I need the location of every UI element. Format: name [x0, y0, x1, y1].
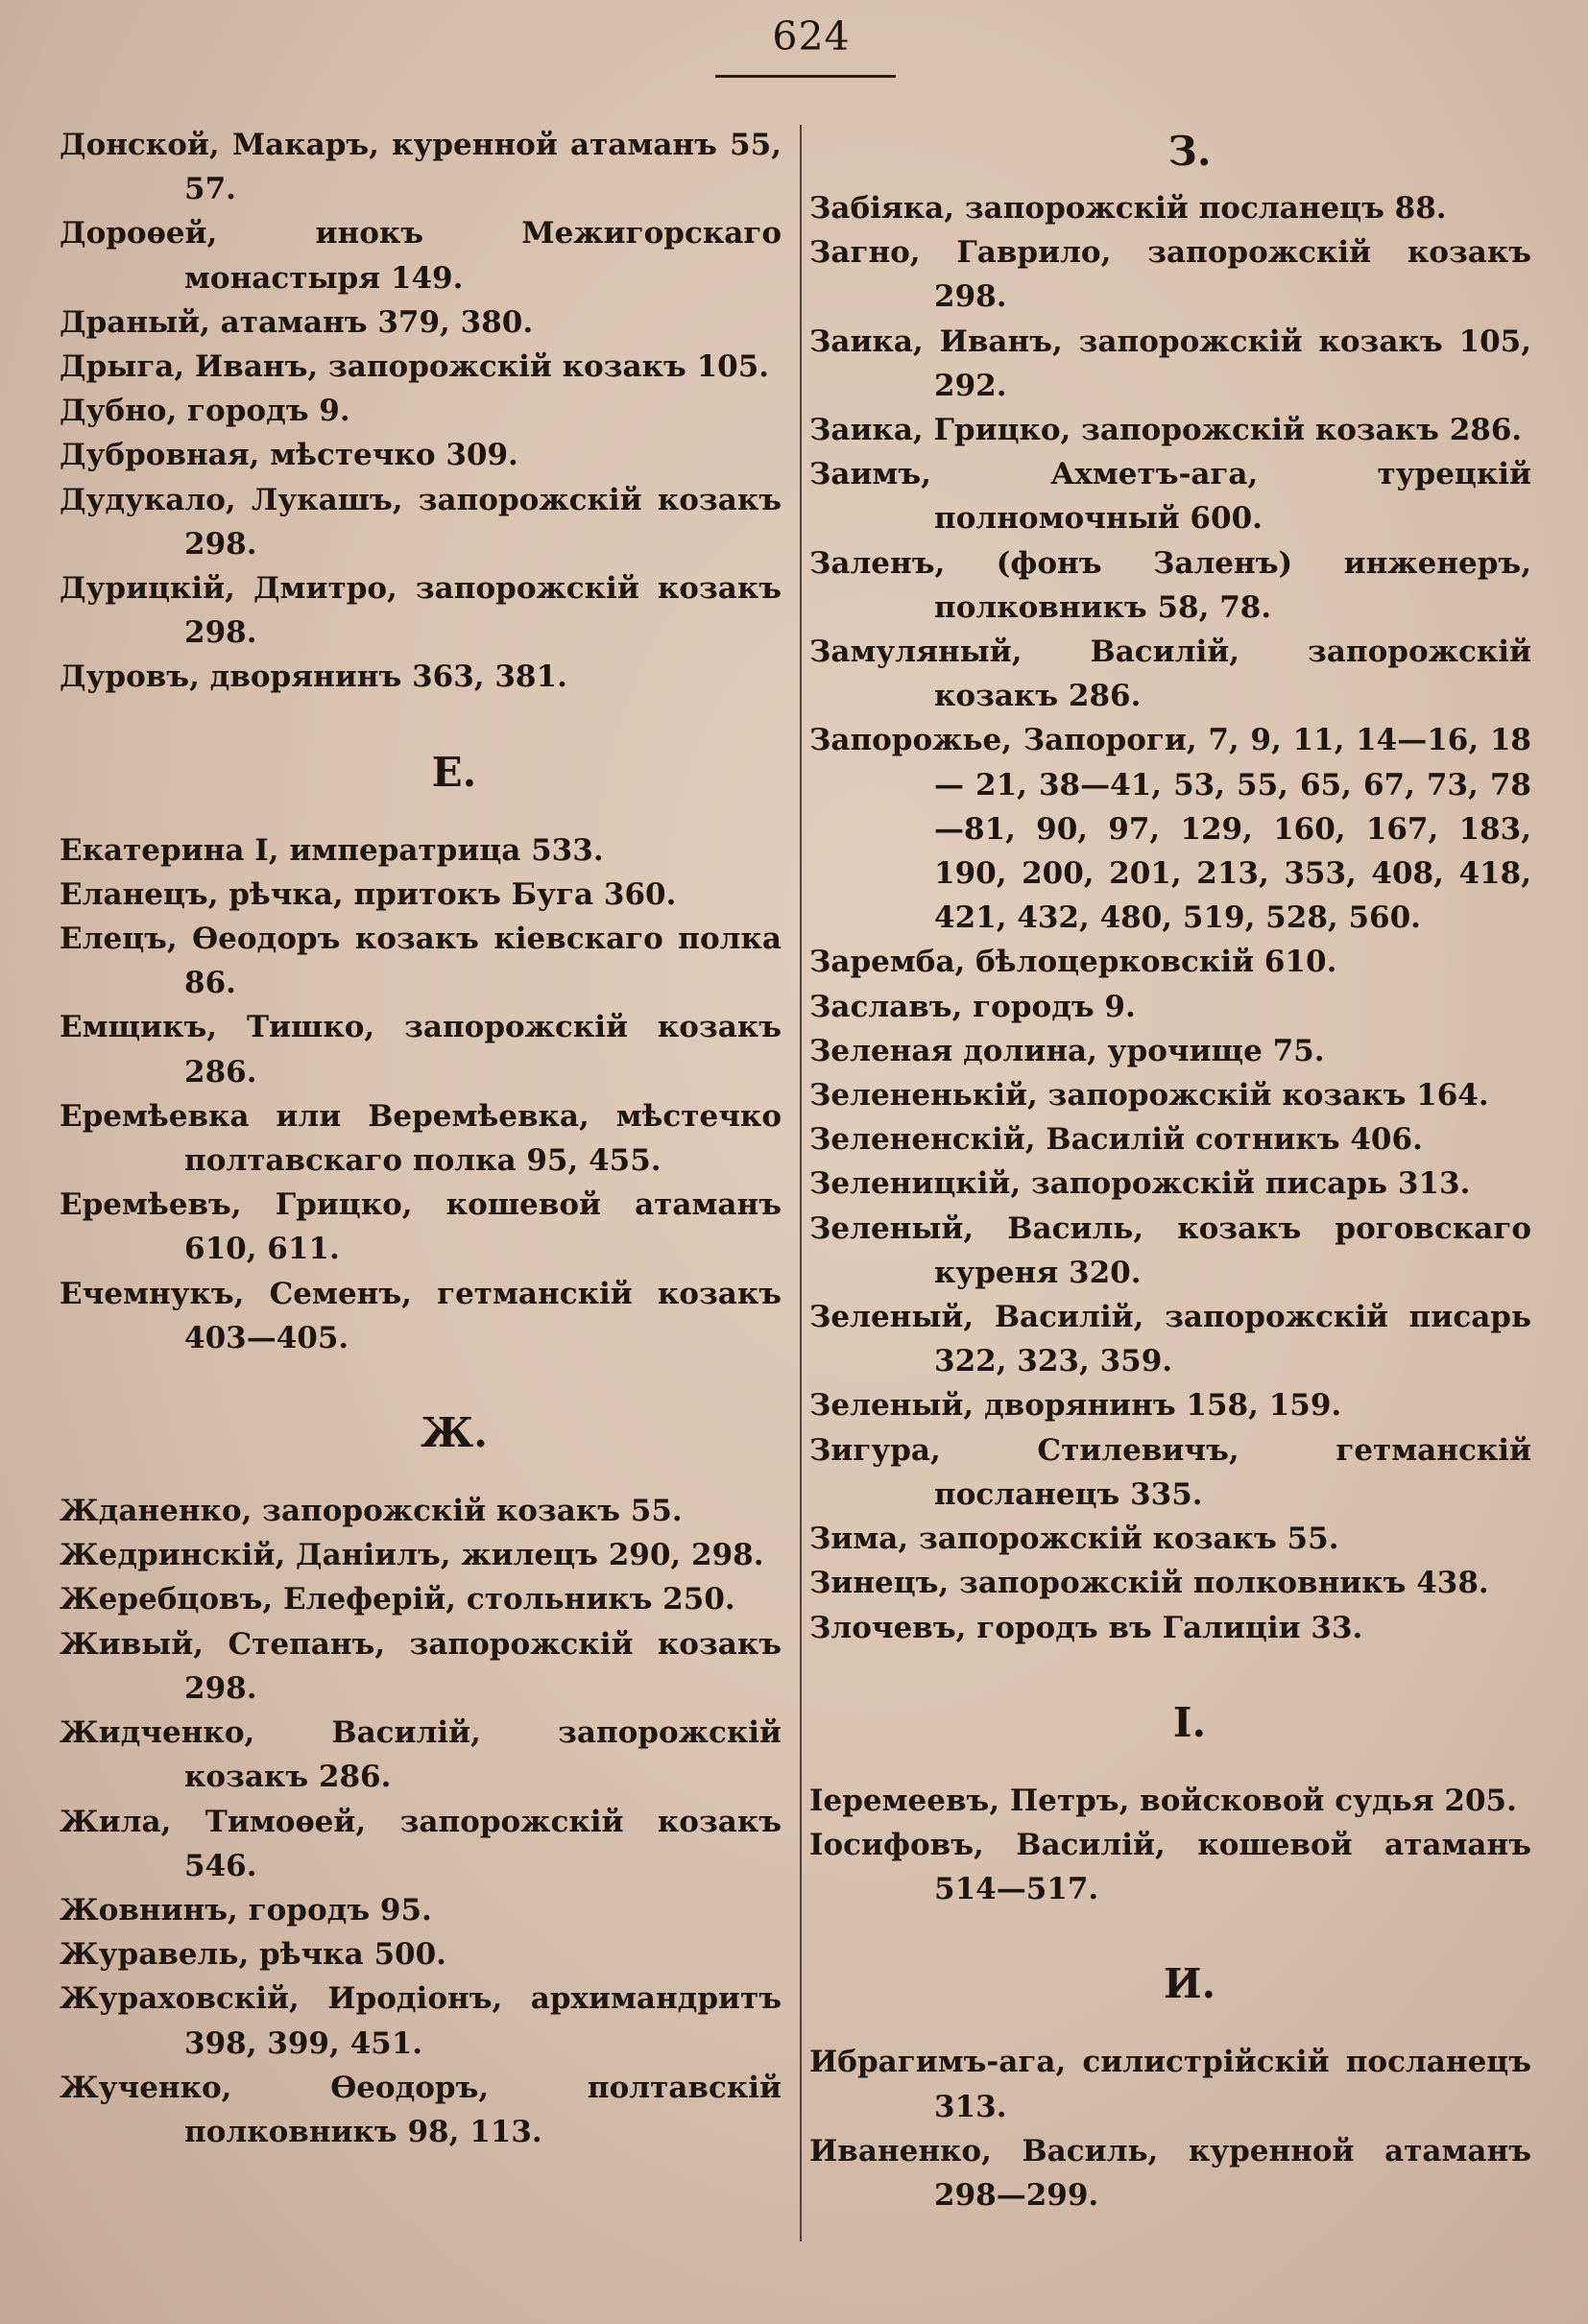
section-gap	[60, 1360, 782, 1404]
index-entry: Еремѣевка или Веремѣевка, мѣстечко полтавскаго полка 95, 455.	[60, 1098, 782, 1179]
index-entry: Зинецъ, запорожскій полковникъ 438.	[809, 1566, 1489, 1601]
index-entry: Ибрагимъ-ага, силистрійскій посланецъ 313.	[809, 2045, 1531, 2124]
index-entry: Жеребцовъ, Елеферій, стольникъ 250.	[60, 1582, 735, 1617]
index-entry: Еремѣевъ, Грицко, кошевой атаманъ 610, 611.	[60, 1187, 782, 1267]
index-entry: Зима, запорожскій козакъ 55.	[809, 1521, 1339, 1557]
index-entry: Заика, Грицко, запорожскій козакъ 286.	[809, 413, 1523, 448]
section-heading: Ж.	[421, 1409, 488, 1457]
heading-spacer	[60, 802, 782, 828]
index-entry: Зелененькій, запорожскій козакъ 164.	[809, 1078, 1489, 1114]
index-entry: Зигура, Стилевичъ, гетманскій посланецъ 335.	[809, 1432, 1531, 1512]
index-entry: Дудукало, Лукашъ, запорожскій козакъ 298.	[60, 482, 782, 562]
index-entry: Жидченко, Василій, запорожскій козакъ 286.	[60, 1715, 782, 1795]
section-gap	[60, 700, 782, 744]
index-entry: Дороѳей, инокъ Межигорскаго монастыря 149.	[60, 216, 782, 296]
index-entry: Жедринскій, Даніилъ, жилецъ 290, 298.	[60, 1538, 764, 1573]
index-entry: Иваненко, Василь, куренной атаманъ 298—299.	[809, 2133, 1531, 2213]
section-gap	[809, 1650, 1531, 1694]
index-entry: Дубно, городъ 9.	[60, 394, 350, 429]
heading-spacer	[60, 1462, 782, 1489]
index-entry: Донской, Макаръ, куренной атаманъ 55, 57.	[60, 128, 782, 207]
index-entry: Зеленицкій, запорожскій писарь 313.	[809, 1166, 1471, 1202]
index-entry: Заика, Иванъ, запорожскій козакъ 105, 292.	[809, 323, 1531, 403]
index-entry: Зеленый, дворянинъ 158, 159.	[809, 1388, 1342, 1424]
index-entry: Замуляный, Василій, запорожскій козакъ 286.	[809, 635, 1531, 714]
index-entry: Заимъ, Ахметъ-ага, турецкій полномочный 600.	[809, 457, 1531, 537]
header-rule	[715, 75, 896, 78]
index-entry: Журавель, рѣчка 500.	[60, 1937, 446, 1973]
page-number: 624	[772, 13, 851, 60]
section-heading: И.	[1163, 1960, 1216, 2008]
index-entry: Жураховскій, Иродіонъ, архимандритъ 398, 399, 451.	[60, 1981, 782, 2061]
section-heading: З.	[1167, 128, 1212, 175]
index-entry: Екатерина I, императрица 533.	[60, 832, 604, 868]
index-entry: Запорожье, Запороги, 7, 9, 11, 14—16, 18 — 21, 38—41, 53, 55, 65, 67, 73, 78—81, 90, 97, 129, 160, 167, 183, 190, 200, 201, 213, 353, 408, 418, 421, 432, 480, 519, 528, 560.	[809, 723, 1531, 936]
index-entry: Іеремеевъ, Петръ, войсковой судья 205.	[809, 1783, 1517, 1818]
index-entry: Жила, Тимоѳей, запорожскій козакъ 546.	[60, 1804, 782, 1883]
index-entry: Іосифовъ, Василій, кошевой атаманъ 514—517.	[809, 1827, 1531, 1907]
index-entry: Зеленый, Василь, козакъ роговскаго куреня 320.	[809, 1210, 1531, 1290]
index-entry: Зелененскій, Василій сотникъ 406.	[809, 1122, 1423, 1158]
index-entry: Еланецъ, рѣчка, притокъ Буга 360.	[60, 876, 677, 912]
heading-spacer	[809, 2013, 1531, 2040]
index-entry: Жданенко, запорожскій козакъ 55.	[60, 1494, 683, 1529]
index-entry: Заславъ, городъ 9.	[809, 989, 1136, 1024]
index-entry: Зеленый, Василій, запорожскій писарь 322, 323, 359.	[809, 1300, 1531, 1379]
index-entry: Заремба, бѣлоцерковскій 610.	[809, 945, 1337, 980]
index-entry: Ечемнукъ, Семенъ, гетманскій козакъ 403—405.	[60, 1276, 782, 1355]
index-entry: Злочевъ, городъ въ Галиціи 33.	[809, 1610, 1363, 1645]
index-entry: Дрыга, Иванъ, запорожскій козакъ 105.	[60, 349, 770, 385]
section-heading: І.	[1172, 1698, 1207, 1746]
column-divider	[800, 125, 802, 2241]
index-entry: Дурицкій, Дмитро, запорожскій козакъ 298.	[60, 571, 782, 651]
index-entry: Зеленая долина, урочище 75.	[809, 1033, 1325, 1068]
index-entry: Емщикъ, Тишко, запорожскій козакъ 286.	[60, 1010, 782, 1090]
index-entry: Загно, Гаврило, запорожскій козакъ 298.	[809, 235, 1531, 315]
index-entry: Живый, Степанъ, запорожскій козакъ 298.	[60, 1626, 782, 1706]
index-entry: Дубровная, мѣстечко 309.	[60, 438, 518, 473]
right-column	[809, 123, 1531, 2217]
index-entry: Жовнинъ, городъ 95.	[60, 1892, 432, 1928]
index-entry: Елецъ, Ѳеодоръ козакъ кіевскаго полка 86.	[60, 922, 782, 1001]
index-entry: Заленъ, (фонъ Заленъ) инженеръ, полковникъ 58, 78.	[809, 545, 1531, 625]
heading-spacer	[809, 1752, 1531, 1779]
section-gap	[809, 1911, 1531, 1955]
index-entry: Забіяка, запорожскій посланецъ 88.	[809, 191, 1447, 226]
index-entry: Дуровъ, дворянинъ 363, 381.	[60, 659, 567, 695]
index-entry: Жученко, Ѳеодоръ, полтавскій полковникъ 98, 113.	[60, 2070, 782, 2149]
section-heading: Е.	[431, 748, 477, 796]
left-column	[60, 123, 782, 2154]
index-entry: Драный, атаманъ 379, 380.	[60, 304, 534, 340]
